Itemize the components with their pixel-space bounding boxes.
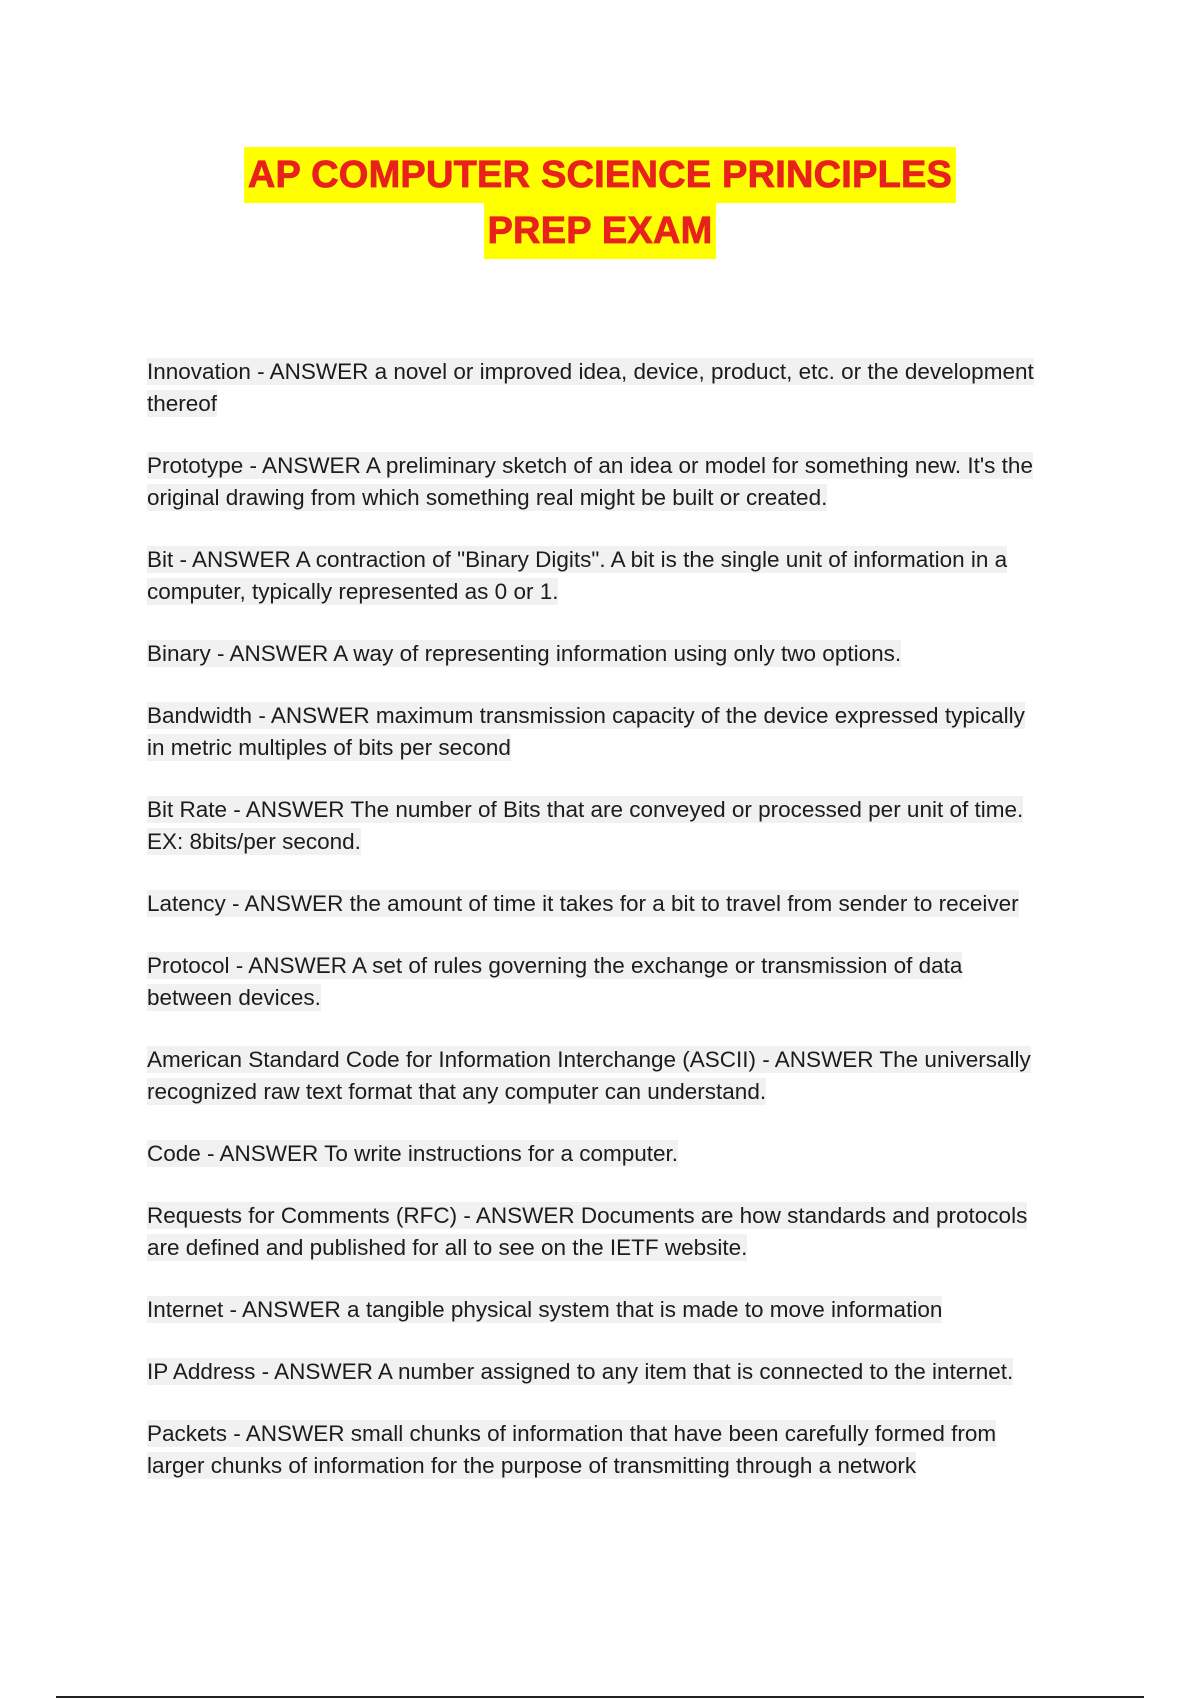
glossary-entry-binary: Binary - ANSWER A way of representing information using only two options. bbox=[147, 641, 902, 666]
glossary-entry-bit-rate: Bit Rate - ANSWER The number of Bits that are conveyed or processed per unit of time. EX: 8bits/per second. bbox=[147, 797, 1024, 854]
glossary-entry-bandwidth: Bandwidth - ANSWER maximum transmission capacity of the device expressed typically in metric multiples of bits per second bbox=[147, 703, 1025, 760]
glossary-entry-code: Code - ANSWER To write instructions for a computer. bbox=[147, 1141, 679, 1166]
footer-divider bbox=[56, 1696, 1144, 1698]
glossary-entry-internet: Internet - ANSWER a tangible physical system that is made to move information bbox=[147, 1297, 943, 1322]
glossary-entry-prototype: Prototype - ANSWER A preliminary sketch of an idea or model for something new. It's the original drawing from which something real might be built or created. bbox=[147, 453, 1033, 510]
glossary-list bbox=[147, 356, 1047, 1512]
glossary-entry-innovation: Innovation - ANSWER a novel or improved idea, device, product, etc. or the development thereof bbox=[147, 359, 1034, 416]
title-line-1: AP COMPUTER SCIENCE PRINCIPLES bbox=[244, 147, 956, 203]
title-line-2: PREP EXAM bbox=[484, 203, 717, 259]
glossary-entry-latency: Latency - ANSWER the amount of time it takes for a bit to travel from sender to receiver bbox=[147, 891, 1019, 916]
document-title bbox=[0, 147, 1200, 259]
glossary-entry-ascii: American Standard Code for Information Interchange (ASCII) - ANSWER The universally recognized raw text format that any computer can understand. bbox=[147, 1047, 1031, 1104]
glossary-entry-protocol: Protocol - ANSWER A set of rules governing the exchange or transmission of data between devices. bbox=[147, 953, 963, 1010]
glossary-entry-bit: Bit - ANSWER A contraction of "Binary Digits". A bit is the single unit of information in a computer, typically represented as 0 or 1. bbox=[147, 547, 1008, 604]
glossary-entry-packets: Packets - ANSWER small chunks of information that have been carefully formed from larger chunks of information for the purpose of transmitting through a network bbox=[147, 1421, 997, 1478]
glossary-entry-rfc: Requests for Comments (RFC) - ANSWER Documents are how standards and protocols are defined and published for all to see on the IETF website. bbox=[147, 1203, 1028, 1260]
glossary-entry-ip-address: IP Address - ANSWER A number assigned to any item that is connected to the internet. bbox=[147, 1359, 1014, 1384]
